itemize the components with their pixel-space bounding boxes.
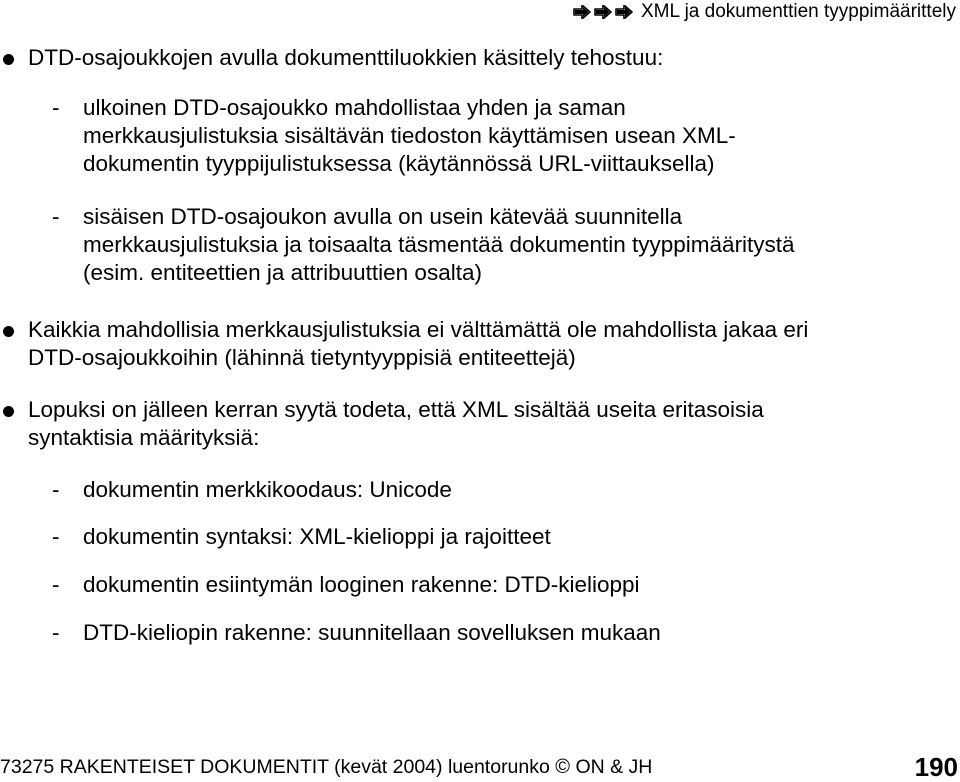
arrow-right-icon — [594, 5, 612, 19]
footer-authors: ON & JH — [575, 756, 653, 778]
dash-marker: - — [52, 524, 60, 549]
dash-marker: - — [52, 95, 60, 120]
dash-marker: - — [52, 477, 60, 502]
footer-course: 73275 RAKENTEISET DOKUMENTIT (kevät 2004) luentorunko — [0, 756, 550, 778]
subitem-3-1-text: dokumentin merkkikoodaus: Unicode — [83, 477, 452, 502]
header-arrows — [573, 5, 633, 19]
subitem-1-2-line-2: merkkausjulistuksia ja toisaalta täsmentää dokumentin tyyppimääritystä — [83, 232, 795, 257]
page-number: 190 — [914, 752, 958, 782]
subitem-1-1-line-1: ulkoinen DTD-osajoukko mahdollistaa yhden ja saman — [83, 95, 626, 120]
bullet-3-line-1: Lopuksi on jälleen kerran syytä todeta, että XML sisältää useita eritasoisia — [28, 397, 764, 422]
bullet-dot-icon — [3, 406, 14, 417]
copyright-icon: © — [555, 756, 571, 778]
subitem-3-4-text: DTD-kieliopin rakenne: suunnitellaan sovelluksen mukaan — [83, 620, 661, 645]
bullet-dot-icon — [3, 326, 14, 337]
bullet-2-line-1: Kaikkia mahdollisia merkkausjulistuksia ei välttämättä ole mahdollista jakaa eri — [28, 317, 809, 342]
dash-marker: - — [52, 572, 60, 597]
subitem-1-1-line-3: dokumentin tyyppijulistuksessa (käytännössä URL-viittauksella) — [83, 151, 715, 176]
arrow-right-icon — [615, 5, 633, 19]
bullet-1-text: DTD-osajoukkojen avulla dokumenttiluokkien käsittely tehostuu: — [28, 45, 664, 70]
slide-header — [573, 0, 956, 24]
subitem-1-2-line-1: sisäisen DTD-osajoukon avulla on usein kätevää suunnitella — [83, 204, 683, 229]
dash-marker: - — [52, 204, 60, 229]
bullet-2-line-2: DTD-osajoukkoihin (lähinnä tietyntyyppisiä entiteettejä) — [28, 345, 576, 370]
dash-marker: - — [52, 620, 60, 645]
bullet-dot-icon — [3, 54, 14, 65]
subitem-1-1-line-2: merkkausjulistuksia sisältävän tiedoston käyttämisen usean XML- — [83, 123, 736, 148]
bullet-3-line-2: syntaktisia määrityksiä: — [28, 425, 260, 450]
subitem-3-3-text: dokumentin esiintymän looginen rakenne: DTD-kielioppi — [83, 572, 640, 597]
subitem-1-2-line-3: (esim. entiteettien ja attribuuttien osalta) — [83, 260, 482, 285]
footer-text — [0, 756, 652, 778]
arrow-right-icon — [573, 5, 591, 19]
subitem-3-2-text: dokumentin syntaksi: XML-kielioppi ja rajoitteet — [83, 524, 551, 549]
header-title: XML ja dokumenttien tyyppimäärittely — [640, 1, 956, 22]
